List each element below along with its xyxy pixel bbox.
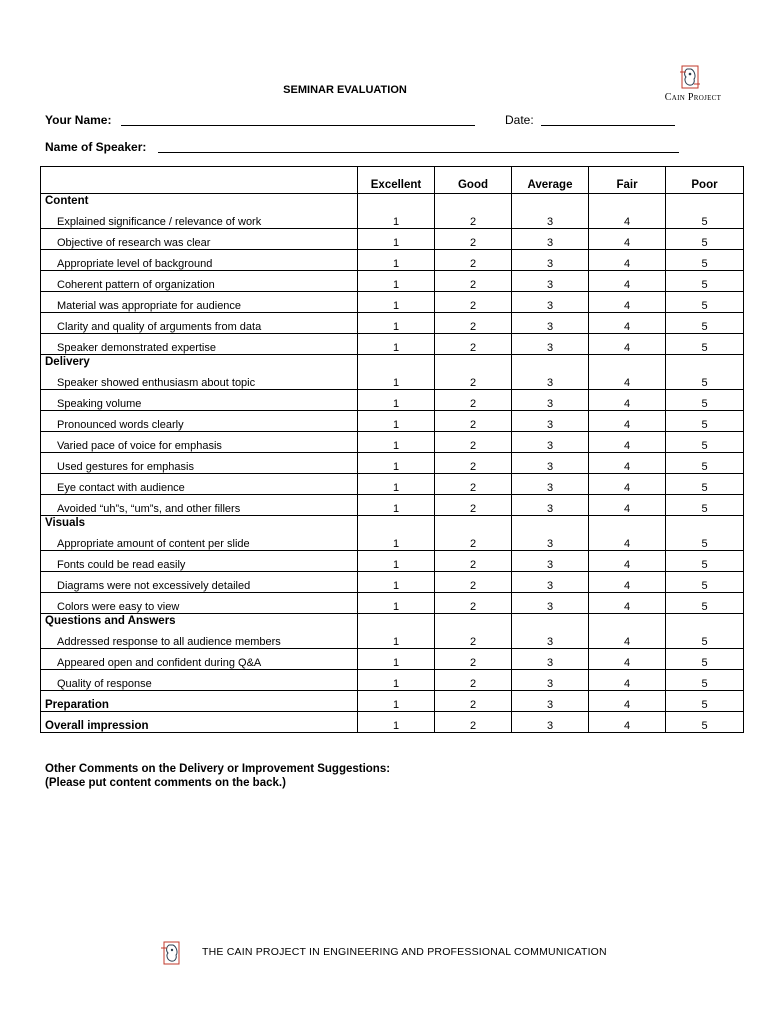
rating-4[interactable]: 4 — [589, 432, 666, 453]
criterion-row — [41, 453, 744, 474]
rating-2[interactable]: 2 — [435, 530, 512, 551]
your-name-label: Your Name: — [45, 113, 112, 127]
rating-3[interactable]: 3 — [512, 593, 589, 614]
rating-5[interactable]: 5 — [666, 313, 744, 334]
criterion-label: Pronounced words clearly — [41, 411, 358, 432]
rating-3[interactable]: 3 — [512, 691, 589, 712]
rating-4[interactable]: 4 — [589, 208, 666, 229]
rating-5[interactable]: 5 — [666, 670, 744, 691]
criterion-row — [41, 572, 744, 593]
criterion-label: Addressed response to all audience members — [41, 628, 358, 649]
rating-2[interactable]: 2 — [435, 572, 512, 593]
criterion-label: Speaker showed enthusiasm about topic — [41, 369, 358, 390]
rating-3[interactable]: 3 — [512, 411, 589, 432]
column-header-average: Average — [512, 167, 589, 194]
rating-5[interactable]: 5 — [666, 292, 744, 313]
criterion-row — [41, 208, 744, 229]
rating-1[interactable]: 1 — [358, 313, 435, 334]
rating-5[interactable]: 5 — [666, 649, 744, 670]
section-header-cell — [435, 516, 512, 531]
rating-3[interactable]: 3 — [512, 712, 589, 733]
rating-2[interactable]: 2 — [435, 691, 512, 712]
rating-3[interactable]: 3 — [512, 250, 589, 271]
criteria-header — [41, 167, 358, 194]
section-header-cell — [512, 355, 589, 370]
rating-1[interactable]: 1 — [358, 208, 435, 229]
rating-1[interactable]: 1 — [358, 649, 435, 670]
rating-2[interactable]: 2 — [435, 551, 512, 572]
rating-1[interactable]: 1 — [358, 432, 435, 453]
section-header-cell — [589, 355, 666, 370]
rating-4[interactable]: 4 — [589, 670, 666, 691]
criterion-label: Appropriate level of background — [41, 250, 358, 271]
section-header-cell — [358, 194, 435, 209]
rating-4[interactable]: 4 — [589, 572, 666, 593]
rating-4[interactable]: 4 — [589, 369, 666, 390]
criterion-row — [41, 369, 744, 390]
rating-2[interactable]: 2 — [435, 628, 512, 649]
rating-2[interactable]: 2 — [435, 593, 512, 614]
section-header-cell — [512, 614, 589, 629]
rating-2[interactable]: 2 — [435, 250, 512, 271]
section-header-row — [41, 194, 744, 209]
rating-4[interactable]: 4 — [589, 271, 666, 292]
criterion-row — [41, 390, 744, 411]
column-header-poor: Poor — [666, 167, 744, 194]
rating-2[interactable]: 2 — [435, 390, 512, 411]
rating-4[interactable]: 4 — [589, 229, 666, 250]
rating-3[interactable]: 3 — [512, 313, 589, 334]
section-header-cell — [589, 194, 666, 209]
criterion-label: Material was appropriate for audience — [41, 292, 358, 313]
rating-5[interactable]: 5 — [666, 572, 744, 593]
rating-2[interactable]: 2 — [435, 334, 512, 355]
criterion-row — [41, 593, 744, 614]
your-name-field[interactable] — [121, 125, 475, 126]
rating-4[interactable]: 4 — [589, 453, 666, 474]
section-header-cell — [358, 516, 435, 531]
rating-2[interactable]: 2 — [435, 495, 512, 516]
criterion-row — [41, 313, 744, 334]
evaluation-table — [40, 166, 744, 733]
rating-4[interactable]: 4 — [589, 411, 666, 432]
criterion-label: Explained significance / relevance of work — [41, 208, 358, 229]
speaker-label: Name of Speaker: — [45, 140, 147, 154]
criterion-row — [41, 530, 744, 551]
rating-5[interactable]: 5 — [666, 530, 744, 551]
footer-text: THE CAIN PROJECT IN ENGINEERING AND PROFESSIONAL COMMUNICATION — [202, 946, 607, 958]
section-header-cell — [435, 194, 512, 209]
section-header-cell — [512, 516, 589, 531]
criterion-label: Objective of research was clear — [41, 229, 358, 250]
rating-5[interactable]: 5 — [666, 334, 744, 355]
rating-5[interactable]: 5 — [666, 432, 744, 453]
logo-text: Cain Project — [664, 92, 722, 103]
rating-3[interactable]: 3 — [512, 369, 589, 390]
criterion-row — [41, 551, 744, 572]
rating-1[interactable]: 1 — [358, 411, 435, 432]
section-header-cell — [666, 194, 744, 209]
section-title: Visuals — [41, 516, 358, 531]
rating-3[interactable]: 3 — [512, 229, 589, 250]
rating-5[interactable]: 5 — [666, 369, 744, 390]
rating-3[interactable]: 3 — [512, 572, 589, 593]
comments-heading: Other Comments on the Delivery or Improvement Suggestions: — [45, 763, 391, 775]
criterion-label: Eye contact with audience — [41, 474, 358, 495]
rating-1[interactable]: 1 — [358, 453, 435, 474]
rating-2[interactable]: 2 — [435, 649, 512, 670]
criterion-label: Used gestures for emphasis — [41, 453, 358, 474]
rating-2[interactable]: 2 — [435, 229, 512, 250]
rating-4[interactable]: 4 — [589, 628, 666, 649]
criterion-label: Colors were easy to view — [41, 593, 358, 614]
rating-4[interactable]: 4 — [589, 250, 666, 271]
criterion-row — [41, 292, 744, 313]
rating-5[interactable]: 5 — [666, 250, 744, 271]
rating-4[interactable]: 4 — [589, 530, 666, 551]
rating-5[interactable]: 5 — [666, 495, 744, 516]
criterion-label: Coherent pattern of organization — [41, 271, 358, 292]
criterion-label: Speaking volume — [41, 390, 358, 411]
criterion-label: Appeared open and confident during Q&A — [41, 649, 358, 670]
criterion-label: Clarity and quality of arguments from data — [41, 313, 358, 334]
rating-5[interactable]: 5 — [666, 691, 744, 712]
section-header-cell — [666, 614, 744, 629]
rating-3[interactable]: 3 — [512, 551, 589, 572]
date-label: Date: — [505, 113, 534, 127]
rating-3[interactable]: 3 — [512, 271, 589, 292]
section-header-cell — [512, 194, 589, 209]
rating-1[interactable]: 1 — [358, 670, 435, 691]
criterion-label: Appropriate amount of content per slide — [41, 530, 358, 551]
rating-5[interactable]: 5 — [666, 474, 744, 495]
criterion-row — [41, 229, 744, 250]
section-header-row — [41, 355, 744, 370]
rating-4[interactable]: 4 — [589, 691, 666, 712]
criterion-label: Quality of response — [41, 670, 358, 691]
section-title: Questions and Answers — [41, 614, 358, 629]
rating-3[interactable]: 3 — [512, 530, 589, 551]
rating-1[interactable]: 1 — [358, 530, 435, 551]
standalone-criterion-label: Preparation — [41, 691, 358, 712]
rating-1[interactable]: 1 — [358, 369, 435, 390]
rating-5[interactable]: 5 — [666, 453, 744, 474]
rating-3[interactable]: 3 — [512, 432, 589, 453]
rating-1[interactable]: 1 — [358, 390, 435, 411]
criterion-row — [41, 474, 744, 495]
criterion-row — [41, 495, 744, 516]
rating-5[interactable]: 5 — [666, 712, 744, 733]
standalone-criterion-label: Overall impression — [41, 712, 358, 733]
rating-5[interactable]: 5 — [666, 271, 744, 292]
criterion-row — [41, 271, 744, 292]
rating-1[interactable]: 1 — [358, 593, 435, 614]
criterion-row — [41, 334, 744, 355]
rating-5[interactable]: 5 — [666, 229, 744, 250]
rating-5[interactable]: 5 — [666, 628, 744, 649]
criterion-label: Speaker demonstrated expertise — [41, 334, 358, 355]
rating-4[interactable]: 4 — [589, 551, 666, 572]
rating-3[interactable]: 3 — [512, 670, 589, 691]
rating-4[interactable]: 4 — [589, 292, 666, 313]
rating-1[interactable]: 1 — [358, 292, 435, 313]
rating-1[interactable]: 1 — [358, 229, 435, 250]
rating-4[interactable]: 4 — [589, 649, 666, 670]
column-header-fair: Fair — [589, 167, 666, 194]
rating-3[interactable]: 3 — [512, 390, 589, 411]
rating-3[interactable]: 3 — [512, 649, 589, 670]
rating-5[interactable]: 5 — [666, 593, 744, 614]
rating-3[interactable]: 3 — [512, 208, 589, 229]
rating-2[interactable]: 2 — [435, 271, 512, 292]
rating-2[interactable]: 2 — [435, 432, 512, 453]
rating-2[interactable]: 2 — [435, 411, 512, 432]
rating-1[interactable]: 1 — [358, 334, 435, 355]
section-header-cell — [358, 614, 435, 629]
section-header-cell — [589, 614, 666, 629]
speaker-name-field[interactable] — [158, 152, 679, 153]
rating-2[interactable]: 2 — [435, 292, 512, 313]
rating-2[interactable]: 2 — [435, 369, 512, 390]
rating-2[interactable]: 2 — [435, 474, 512, 495]
rating-2[interactable]: 2 — [435, 313, 512, 334]
comments-note: (Please put content comments on the back.) — [45, 777, 286, 789]
rating-1[interactable]: 1 — [358, 474, 435, 495]
criterion-label: Avoided “uh”s, “um”s, and other fillers — [41, 495, 358, 516]
criterion-row — [41, 628, 744, 649]
section-header-cell — [358, 355, 435, 370]
table-header-row — [41, 167, 744, 194]
standalone-criterion-row — [41, 691, 744, 712]
column-header-excellent: Excellent — [358, 167, 435, 194]
section-header-cell — [589, 516, 666, 531]
rating-1[interactable]: 1 — [358, 551, 435, 572]
criterion-row — [41, 670, 744, 691]
section-header-row — [41, 516, 744, 531]
rating-1[interactable]: 1 — [358, 691, 435, 712]
rating-3[interactable]: 3 — [512, 474, 589, 495]
criterion-row — [41, 432, 744, 453]
rating-4[interactable]: 4 — [589, 495, 666, 516]
criterion-label: Varied pace of voice for emphasis — [41, 432, 358, 453]
rating-1[interactable]: 1 — [358, 712, 435, 733]
evaluation-table-body — [41, 194, 744, 733]
rating-1[interactable]: 1 — [358, 271, 435, 292]
section-title: Delivery — [41, 355, 358, 370]
rating-4[interactable]: 4 — [589, 313, 666, 334]
rating-4[interactable]: 4 — [589, 474, 666, 495]
rating-3[interactable]: 3 — [512, 628, 589, 649]
rating-4[interactable]: 4 — [589, 390, 666, 411]
rating-3[interactable]: 3 — [512, 453, 589, 474]
rating-2[interactable]: 2 — [435, 670, 512, 691]
rating-1[interactable]: 1 — [358, 628, 435, 649]
rating-4[interactable]: 4 — [589, 593, 666, 614]
rating-3[interactable]: 3 — [512, 334, 589, 355]
rating-5[interactable]: 5 — [666, 390, 744, 411]
section-header-cell — [666, 355, 744, 370]
page-title: SEMINAR EVALUATION — [283, 84, 407, 96]
rating-5[interactable]: 5 — [666, 551, 744, 572]
date-field[interactable] — [541, 125, 675, 126]
criterion-row — [41, 649, 744, 670]
section-title: Content — [41, 194, 358, 209]
standalone-criterion-row — [41, 712, 744, 733]
rating-5[interactable]: 5 — [666, 411, 744, 432]
footer-logo-icon — [160, 940, 184, 968]
section-header-cell — [435, 614, 512, 629]
rating-3[interactable]: 3 — [512, 495, 589, 516]
rating-3[interactable]: 3 — [512, 292, 589, 313]
rating-2[interactable]: 2 — [435, 712, 512, 733]
criterion-label: Diagrams were not excessively detailed — [41, 572, 358, 593]
comments-section — [45, 762, 390, 790]
rating-2[interactable]: 2 — [435, 453, 512, 474]
rating-1[interactable]: 1 — [358, 250, 435, 271]
section-header-row — [41, 614, 744, 629]
rating-4[interactable]: 4 — [589, 334, 666, 355]
section-header-cell — [666, 516, 744, 531]
rating-1[interactable]: 1 — [358, 495, 435, 516]
column-header-good: Good — [435, 167, 512, 194]
rating-1[interactable]: 1 — [358, 572, 435, 593]
section-header-cell — [435, 355, 512, 370]
criterion-row — [41, 250, 744, 271]
rating-5[interactable]: 5 — [666, 208, 744, 229]
criterion-row — [41, 411, 744, 432]
rating-2[interactable]: 2 — [435, 208, 512, 229]
rating-4[interactable]: 4 — [589, 712, 666, 733]
criterion-label: Fonts could be read easily — [41, 551, 358, 572]
